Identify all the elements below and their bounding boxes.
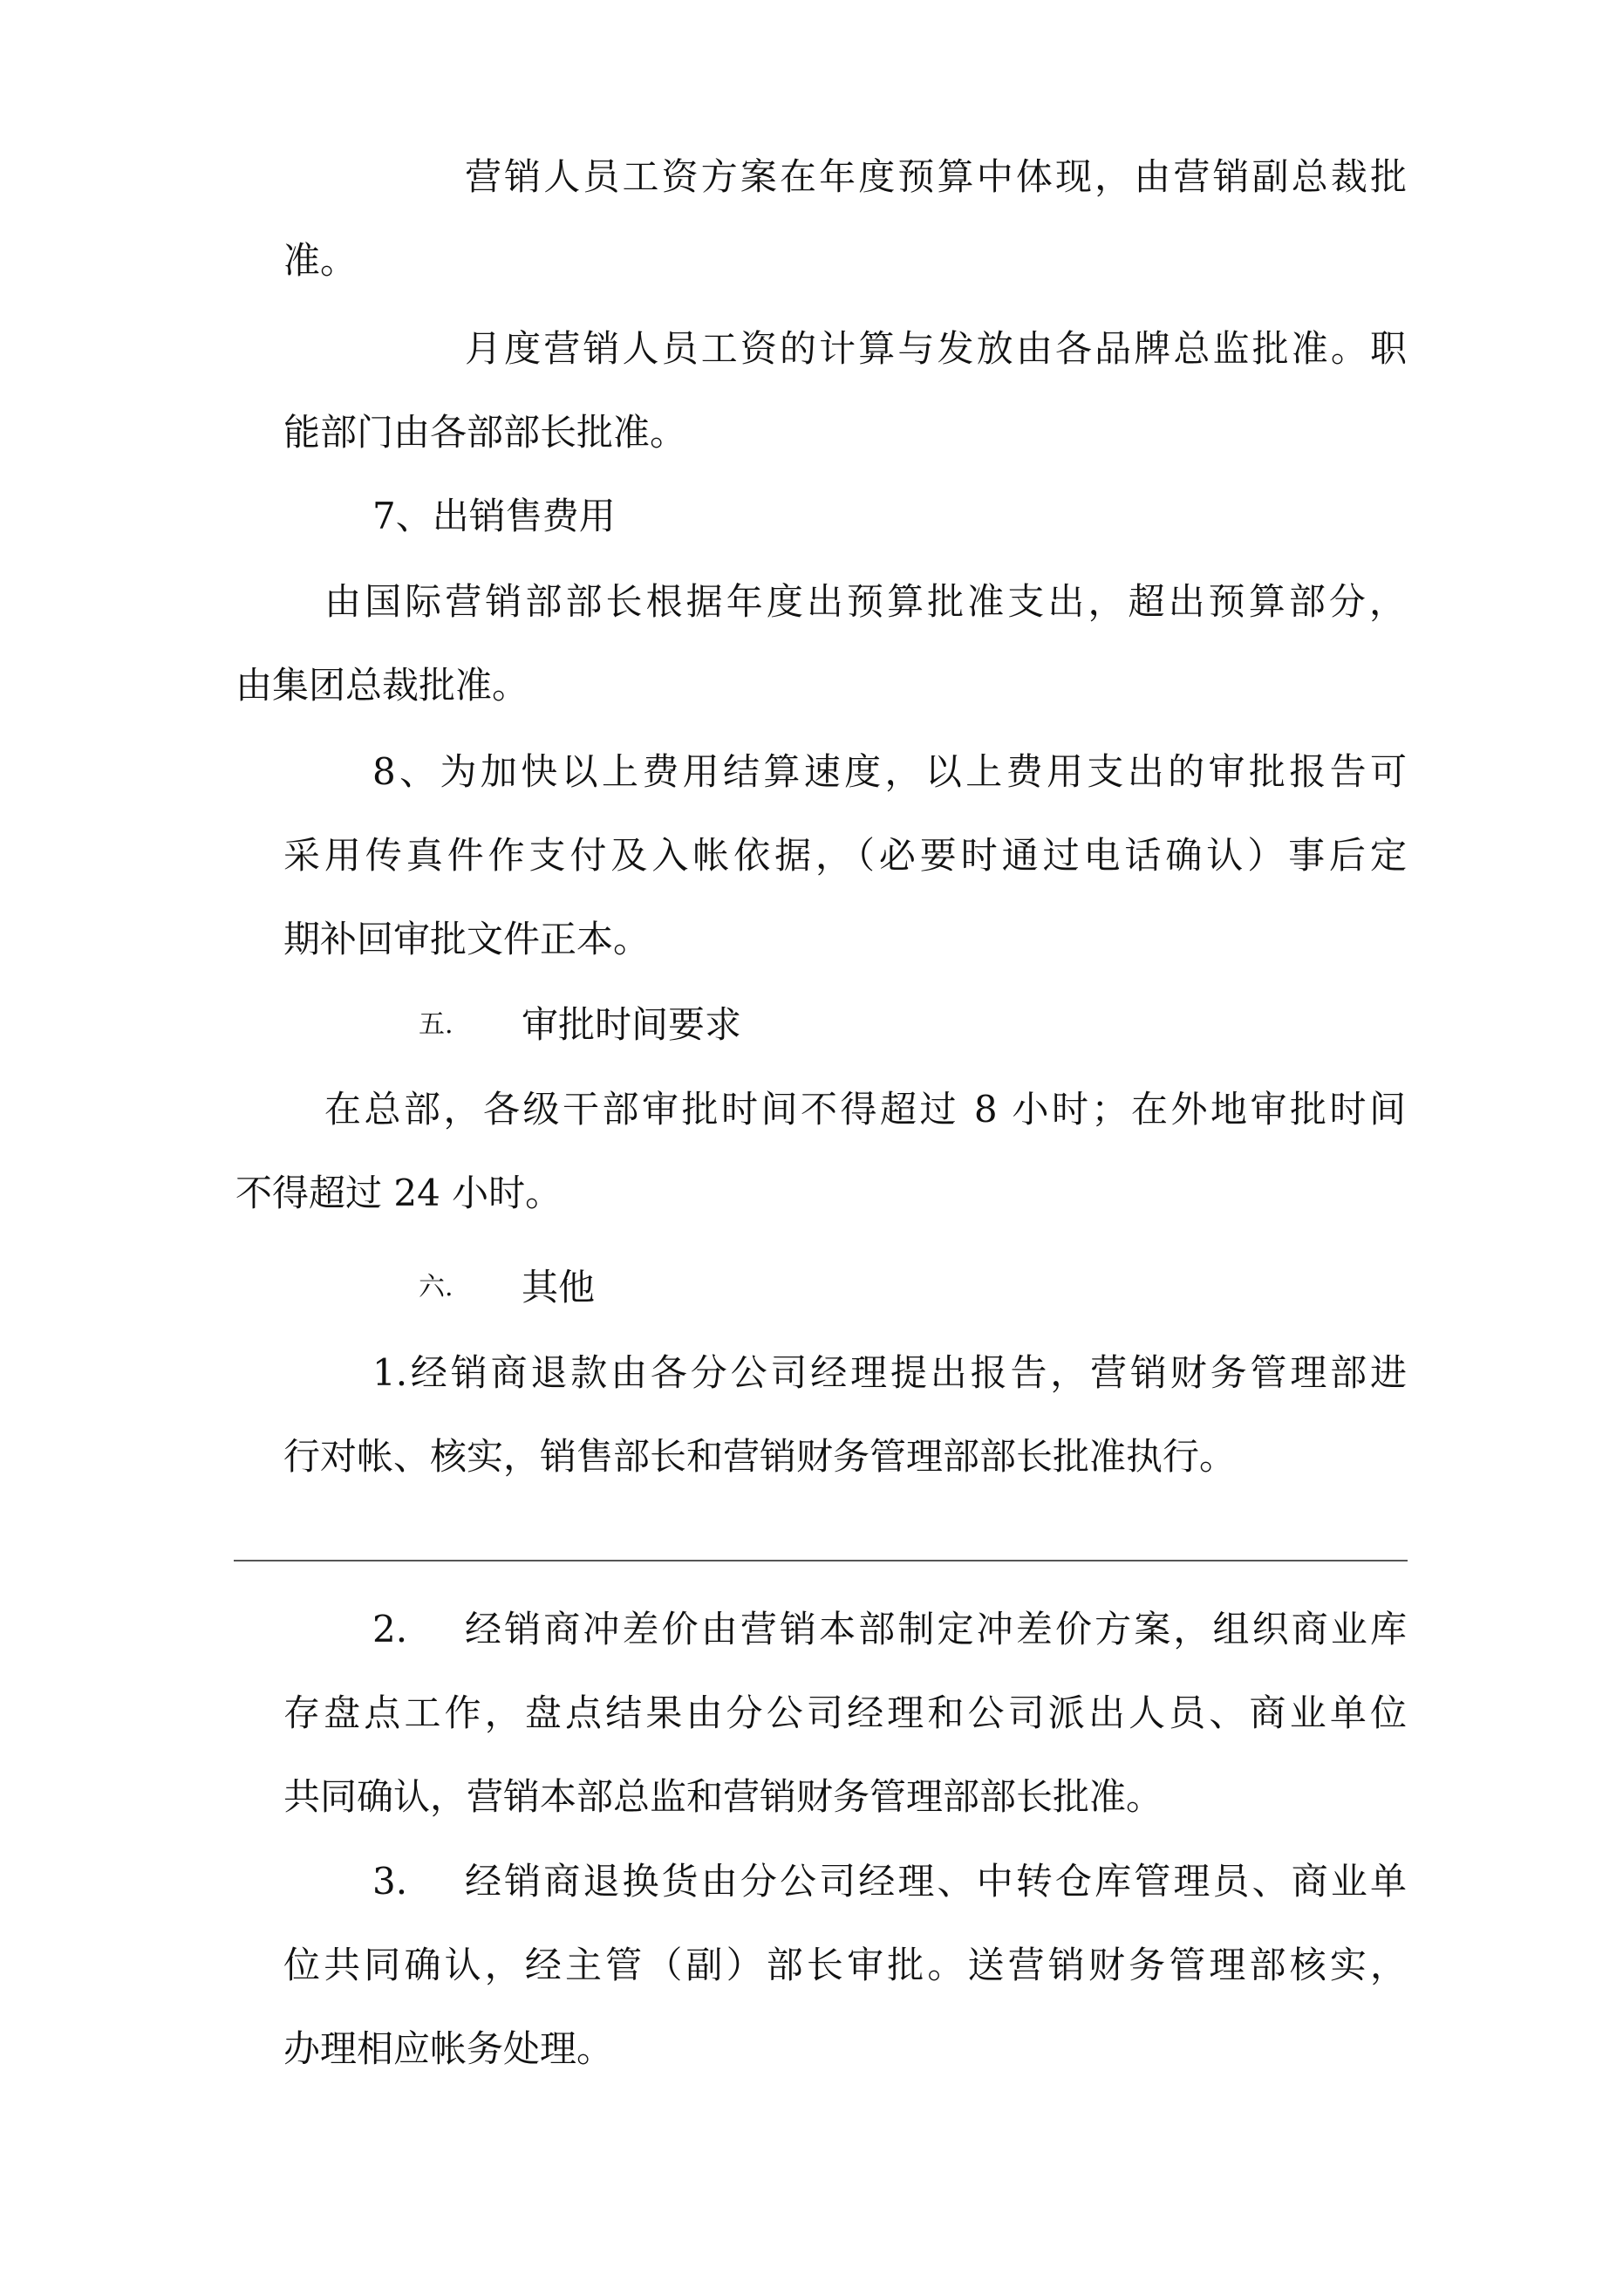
section-numeral: 六. [419, 1272, 453, 1302]
paragraph-line: 在总部，各级干部审批时间不得超过 8 小时；在外地审批时间 [324, 1088, 1406, 1131]
paragraph-line: 行对帐、核实，销售部长和营销财务管理部部长批准执行。 [283, 1435, 1237, 1478]
section-numeral: 五. [419, 1009, 453, 1040]
paragraph-line: 能部门由各部部长批准。 [283, 411, 687, 454]
section-heading: 其他 [522, 1266, 596, 1309]
list-item-number: 3. [372, 1860, 408, 1903]
divider-line [234, 1560, 1408, 1561]
paragraph-line: 营销人员工资方案在年度预算中体现，由营销副总裁批 [465, 155, 1407, 198]
paragraph-line: 由集团总裁批准。 [235, 664, 529, 707]
section-heading: 7、出销售费用 [372, 495, 616, 537]
paragraph-line: 1.经销商退款由各分公司经理提出报告，营销财务管理部进 [372, 1351, 1407, 1394]
paragraph-line: 共同确认，营销本部总监和营销财务管理部部长批准。 [283, 1775, 1163, 1818]
paragraph-line: 采用传真件作支付及入帐依据，（必要时通过电话确认）事后定 [283, 834, 1407, 877]
paragraph-line: 经销商退换货由分公司经理、中转仓库管理员、商业单 [465, 1860, 1407, 1903]
paragraph-line: 月度营销人员工资的计算与发放由各品牌总监批准。职 [465, 327, 1407, 370]
paragraph-line: 准。 [283, 239, 358, 282]
paragraph-line: 期补回审批文件正本。 [283, 918, 651, 960]
paragraph-line: 位共同确认，经主管（副）部长审批。送营销财务管理部核实， [283, 1944, 1407, 1986]
paragraph-line: 由国际营销部部长根据年度出预算批准支出，超出预算部分， [324, 580, 1406, 623]
paragraph-line: 经销商冲差价由营销本部制定冲差价方案，组织商业库 [465, 1608, 1407, 1650]
list-item-number: 2. [372, 1608, 408, 1650]
paragraph-line: 不得超过 24 小时。 [235, 1172, 563, 1214]
paragraph-line: 8、为加快以上费用结算速度，以上费用支出的审批报告可 [372, 750, 1407, 793]
paragraph-line: 办理相应帐务处理。 [283, 2027, 614, 2070]
paragraph-line: 存盘点工作，盘点结果由分公司经理和公司派出人员、商业单位 [283, 1691, 1407, 1734]
section-heading: 审批时间要求 [522, 1003, 742, 1046]
